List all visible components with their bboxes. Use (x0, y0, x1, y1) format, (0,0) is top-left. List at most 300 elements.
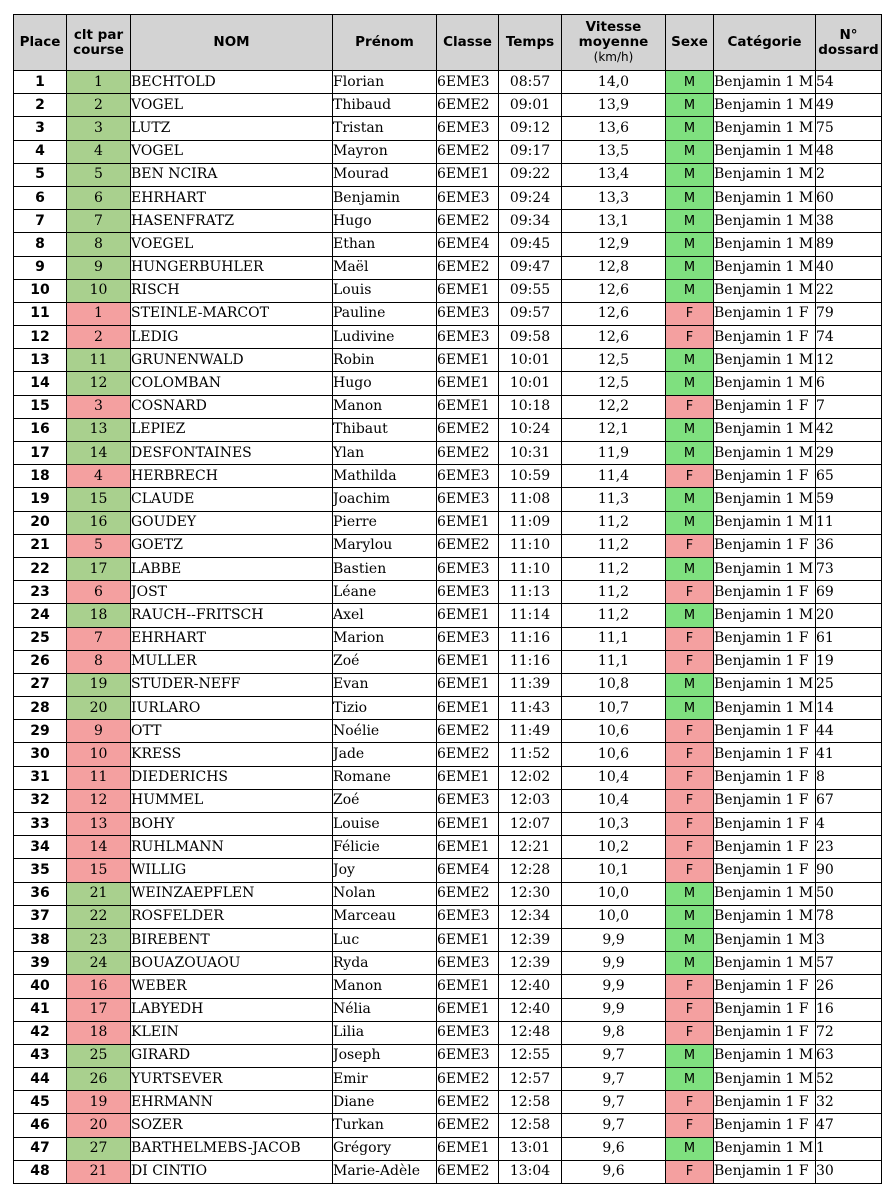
clt-cell: 7 (67, 627, 131, 650)
clt-cell: 9 (67, 720, 131, 743)
nom-cell: MULLER (131, 650, 333, 673)
table-row (14, 94, 882, 117)
categorie-cell: Benjamin 1 F (714, 627, 816, 650)
vitesse-cell: 12,6 (562, 326, 666, 349)
classe-cell: 6EME2 (437, 1114, 499, 1137)
place-cell: 1 (14, 71, 67, 94)
categorie-cell: Benjamin 1 M (714, 256, 816, 279)
table-row (14, 998, 882, 1021)
vitesse-cell: 11,3 (562, 488, 666, 511)
nom-cell: VOEGEL (131, 233, 333, 256)
dossard-cell: 16 (816, 998, 882, 1021)
prenom-cell: Romane (333, 766, 437, 789)
temps-cell: 09:24 (499, 186, 562, 209)
vitesse-cell: 11,1 (562, 650, 666, 673)
table-row (14, 534, 882, 557)
categorie-cell: Benjamin 1 F (714, 813, 816, 836)
prenom-cell: Marceau (333, 905, 437, 928)
sexe-cell: F (666, 859, 714, 882)
dossard-cell: 63 (816, 1044, 882, 1067)
header-dossard (816, 15, 882, 71)
sexe-cell: M (666, 418, 714, 441)
vitesse-cell: 11,2 (562, 604, 666, 627)
clt-cell: 7 (67, 210, 131, 233)
categorie-cell: Benjamin 1 M (714, 952, 816, 975)
clt-cell: 14 (67, 836, 131, 859)
header-dossard-line1: N° (839, 26, 858, 43)
categorie-cell: Benjamin 1 M (714, 279, 816, 302)
table-row (14, 905, 882, 928)
categorie-cell: Benjamin 1 M (714, 905, 816, 928)
clt-cell: 20 (67, 697, 131, 720)
temps-cell: 10:31 (499, 442, 562, 465)
temps-cell: 10:59 (499, 465, 562, 488)
categorie-cell: Benjamin 1 F (714, 581, 816, 604)
place-cell: 44 (14, 1068, 67, 1091)
clt-cell: 15 (67, 488, 131, 511)
vitesse-cell: 10,8 (562, 673, 666, 696)
classe-cell: 6EME1 (437, 372, 499, 395)
place-cell: 4 (14, 140, 67, 163)
place-cell: 39 (14, 952, 67, 975)
classe-cell: 6EME1 (437, 836, 499, 859)
classe-cell: 6EME1 (437, 673, 499, 696)
sexe-cell: M (666, 928, 714, 951)
classe-cell: 6EME1 (437, 279, 499, 302)
temps-cell: 12:02 (499, 766, 562, 789)
clt-cell: 23 (67, 928, 131, 951)
clt-cell: 12 (67, 789, 131, 812)
dossard-cell: 29 (816, 442, 882, 465)
clt-cell: 1 (67, 71, 131, 94)
vitesse-cell: 12,2 (562, 395, 666, 418)
vitesse-cell: 11,9 (562, 442, 666, 465)
clt-cell: 12 (67, 372, 131, 395)
table-row (14, 1021, 882, 1044)
table-row (14, 1068, 882, 1091)
sexe-cell: M (666, 882, 714, 905)
clt-cell: 5 (67, 534, 131, 557)
nom-cell: KRESS (131, 743, 333, 766)
prenom-cell: Ethan (333, 233, 437, 256)
vitesse-cell: 10,0 (562, 905, 666, 928)
temps-cell: 11:43 (499, 697, 562, 720)
sexe-cell: M (666, 557, 714, 580)
prenom-cell: Nolan (333, 882, 437, 905)
table-row (14, 1137, 882, 1160)
clt-cell: 8 (67, 233, 131, 256)
categorie-cell: Benjamin 1 F (714, 836, 816, 859)
temps-cell: 11:08 (499, 488, 562, 511)
prenom-cell: Ludivine (333, 326, 437, 349)
dossard-cell: 61 (816, 627, 882, 650)
categorie-cell: Benjamin 1 M (714, 442, 816, 465)
categorie-cell: Benjamin 1 M (714, 928, 816, 951)
clt-cell: 4 (67, 140, 131, 163)
dossard-cell: 79 (816, 302, 882, 325)
dossard-cell: 44 (816, 720, 882, 743)
table-row (14, 442, 882, 465)
classe-cell: 6EME2 (437, 210, 499, 233)
place-cell: 15 (14, 395, 67, 418)
categorie-cell: Benjamin 1 F (714, 534, 816, 557)
place-cell: 32 (14, 789, 67, 812)
classe-cell: 6EME1 (437, 975, 499, 998)
dossard-cell: 60 (816, 186, 882, 209)
classe-cell: 6EME2 (437, 720, 499, 743)
nom-cell: KLEIN (131, 1021, 333, 1044)
temps-cell: 13:04 (499, 1160, 562, 1183)
dossard-cell: 38 (816, 210, 882, 233)
clt-cell: 10 (67, 279, 131, 302)
header-clt (67, 15, 131, 71)
temps-cell: 12:07 (499, 813, 562, 836)
vitesse-cell: 12,6 (562, 302, 666, 325)
classe-cell: 6EME3 (437, 302, 499, 325)
temps-cell: 11:09 (499, 511, 562, 534)
sexe-cell: M (666, 488, 714, 511)
table-row (14, 581, 882, 604)
prenom-cell: Thibaut (333, 418, 437, 441)
table-row (14, 256, 882, 279)
dossard-cell: 22 (816, 279, 882, 302)
vitesse-cell: 9,9 (562, 928, 666, 951)
sexe-cell: M (666, 372, 714, 395)
place-cell: 11 (14, 302, 67, 325)
classe-cell: 6EME2 (437, 1068, 499, 1091)
prenom-cell: Félicie (333, 836, 437, 859)
prenom-cell: Axel (333, 604, 437, 627)
dossard-cell: 11 (816, 511, 882, 534)
table-row (14, 511, 882, 534)
place-cell: 46 (14, 1114, 67, 1137)
dossard-cell: 47 (816, 1114, 882, 1137)
prenom-cell: Mourad (333, 163, 437, 186)
dossard-cell: 1 (816, 1137, 882, 1160)
sexe-cell: M (666, 697, 714, 720)
sexe-cell: M (666, 71, 714, 94)
nom-cell: DI CINTIO (131, 1160, 333, 1183)
place-cell: 16 (14, 418, 67, 441)
vitesse-cell: 13,4 (562, 163, 666, 186)
place-cell: 5 (14, 163, 67, 186)
place-cell: 10 (14, 279, 67, 302)
table-row (14, 928, 882, 951)
classe-cell: 6EME2 (437, 256, 499, 279)
categorie-cell: Benjamin 1 F (714, 1114, 816, 1137)
temps-cell: 09:47 (499, 256, 562, 279)
header-vitesse (562, 15, 666, 71)
nom-cell: CLAUDE (131, 488, 333, 511)
nom-cell: GIRARD (131, 1044, 333, 1067)
categorie-cell: Benjamin 1 F (714, 766, 816, 789)
clt-cell: 17 (67, 557, 131, 580)
prenom-cell: Tristan (333, 117, 437, 140)
place-cell: 9 (14, 256, 67, 279)
vitesse-cell: 9,7 (562, 1091, 666, 1114)
table-row (14, 349, 882, 372)
dossard-cell: 40 (816, 256, 882, 279)
categorie-cell: Benjamin 1 F (714, 465, 816, 488)
prenom-cell: Turkan (333, 1114, 437, 1137)
prenom-cell: Robin (333, 349, 437, 372)
prenom-cell: Noélie (333, 720, 437, 743)
sexe-cell: F (666, 1160, 714, 1183)
vitesse-cell: 10,6 (562, 720, 666, 743)
classe-cell: 6EME3 (437, 905, 499, 928)
nom-cell: STEINLE-MARCOT (131, 302, 333, 325)
header-vitesse-unit: (km/h) (593, 50, 634, 64)
temps-cell: 10:01 (499, 349, 562, 372)
place-cell: 41 (14, 998, 67, 1021)
categorie-cell: Benjamin 1 M (714, 186, 816, 209)
classe-cell: 6EME2 (437, 882, 499, 905)
temps-cell: 12:58 (499, 1091, 562, 1114)
nom-cell: HERBRECH (131, 465, 333, 488)
table-row (14, 279, 882, 302)
table-row (14, 1114, 882, 1137)
header-classe: Classe (437, 15, 499, 71)
vitesse-cell: 12,5 (562, 349, 666, 372)
categorie-cell: Benjamin 1 F (714, 326, 816, 349)
categorie-cell: Benjamin 1 F (714, 1091, 816, 1114)
table-row (14, 604, 882, 627)
nom-cell: BEN NCIRA (131, 163, 333, 186)
table-row (14, 488, 882, 511)
categorie-cell: Benjamin 1 M (714, 673, 816, 696)
temps-cell: 09:17 (499, 140, 562, 163)
table-row (14, 418, 882, 441)
table-row (14, 163, 882, 186)
classe-cell: 6EME1 (437, 813, 499, 836)
dossard-cell: 4 (816, 813, 882, 836)
classe-cell: 6EME3 (437, 1021, 499, 1044)
nom-cell: COLOMBAN (131, 372, 333, 395)
clt-cell: 20 (67, 1114, 131, 1137)
categorie-cell: Benjamin 1 M (714, 604, 816, 627)
table-row (14, 813, 882, 836)
place-cell: 23 (14, 581, 67, 604)
sexe-cell: M (666, 952, 714, 975)
nom-cell: IURLARO (131, 697, 333, 720)
categorie-cell: Benjamin 1 M (714, 488, 816, 511)
nom-cell: RUHLMANN (131, 836, 333, 859)
categorie-cell: Benjamin 1 F (714, 395, 816, 418)
prenom-cell: Maël (333, 256, 437, 279)
header-row (14, 15, 882, 71)
nom-cell: WILLIG (131, 859, 333, 882)
place-cell: 48 (14, 1160, 67, 1183)
place-cell: 21 (14, 534, 67, 557)
table-row (14, 882, 882, 905)
header-vitesse-line2: moyenne (578, 34, 649, 50)
temps-cell: 09:58 (499, 326, 562, 349)
table-row (14, 743, 882, 766)
sexe-cell: M (666, 140, 714, 163)
clt-cell: 3 (67, 117, 131, 140)
sexe-cell: M (666, 186, 714, 209)
prenom-cell: Thibaud (333, 94, 437, 117)
dossard-cell: 2 (816, 163, 882, 186)
results-body (14, 71, 882, 1184)
prenom-cell: Mathilda (333, 465, 437, 488)
vitesse-cell: 10,6 (562, 743, 666, 766)
vitesse-cell: 11,1 (562, 627, 666, 650)
place-cell: 20 (14, 511, 67, 534)
prenom-cell: Joachim (333, 488, 437, 511)
nom-cell: RAUCH--FRITSCH (131, 604, 333, 627)
dossard-cell: 25 (816, 673, 882, 696)
vitesse-cell: 9,7 (562, 1044, 666, 1067)
vitesse-cell: 12,1 (562, 418, 666, 441)
sexe-cell: M (666, 163, 714, 186)
sexe-cell: F (666, 813, 714, 836)
sexe-cell: M (666, 1137, 714, 1160)
vitesse-cell: 9,9 (562, 975, 666, 998)
dossard-cell: 42 (816, 418, 882, 441)
temps-cell: 12:28 (499, 859, 562, 882)
prenom-cell: Hugo (333, 210, 437, 233)
dossard-cell: 26 (816, 975, 882, 998)
vitesse-cell: 10,4 (562, 789, 666, 812)
categorie-cell: Benjamin 1 M (714, 210, 816, 233)
table-row (14, 326, 882, 349)
nom-cell: JOST (131, 581, 333, 604)
temps-cell: 12:30 (499, 882, 562, 905)
categorie-cell: Benjamin 1 M (714, 94, 816, 117)
clt-cell: 18 (67, 604, 131, 627)
temps-cell: 11:10 (499, 557, 562, 580)
classe-cell: 6EME1 (437, 395, 499, 418)
nom-cell: OTT (131, 720, 333, 743)
clt-cell: 4 (67, 465, 131, 488)
classe-cell: 6EME1 (437, 604, 499, 627)
prenom-cell: Pierre (333, 511, 437, 534)
prenom-cell: Evan (333, 673, 437, 696)
vitesse-cell: 11,2 (562, 534, 666, 557)
dossard-cell: 48 (816, 140, 882, 163)
place-cell: 14 (14, 372, 67, 395)
categorie-cell: Benjamin 1 F (714, 302, 816, 325)
clt-cell: 16 (67, 975, 131, 998)
prenom-cell: Zoé (333, 650, 437, 673)
categorie-cell: Benjamin 1 M (714, 117, 816, 140)
prenom-cell: Florian (333, 71, 437, 94)
table-row (14, 627, 882, 650)
clt-cell: 16 (67, 511, 131, 534)
table-row (14, 117, 882, 140)
sexe-cell: F (666, 766, 714, 789)
nom-cell: LABBE (131, 557, 333, 580)
nom-cell: BECHTOLD (131, 71, 333, 94)
nom-cell: COSNARD (131, 395, 333, 418)
header-prenom: Prénom (333, 15, 437, 71)
sexe-cell: F (666, 395, 714, 418)
classe-cell: 6EME2 (437, 1160, 499, 1183)
table-row (14, 697, 882, 720)
table-row (14, 210, 882, 233)
place-cell: 26 (14, 650, 67, 673)
prenom-cell: Bastien (333, 557, 437, 580)
dossard-cell: 57 (816, 952, 882, 975)
clt-cell: 14 (67, 442, 131, 465)
header-clt-line1: clt par (73, 26, 124, 43)
prenom-cell: Benjamin (333, 186, 437, 209)
place-cell: 19 (14, 488, 67, 511)
nom-cell: YURTSEVER (131, 1068, 333, 1091)
sexe-cell: M (666, 1044, 714, 1067)
temps-cell: 10:01 (499, 372, 562, 395)
categorie-cell: Benjamin 1 F (714, 998, 816, 1021)
sexe-cell: M (666, 117, 714, 140)
sexe-cell: M (666, 442, 714, 465)
temps-cell: 09:45 (499, 233, 562, 256)
results-table (13, 14, 882, 1184)
nom-cell: BOHY (131, 813, 333, 836)
sexe-cell: M (666, 233, 714, 256)
table-row (14, 673, 882, 696)
temps-cell: 11:10 (499, 534, 562, 557)
prenom-cell: Luc (333, 928, 437, 951)
place-cell: 25 (14, 627, 67, 650)
prenom-cell: Louise (333, 813, 437, 836)
vitesse-cell: 9,7 (562, 1068, 666, 1091)
classe-cell: 6EME1 (437, 349, 499, 372)
categorie-cell: Benjamin 1 F (714, 859, 816, 882)
sexe-cell: M (666, 94, 714, 117)
categorie-cell: Benjamin 1 F (714, 720, 816, 743)
table-row (14, 975, 882, 998)
dossard-cell: 72 (816, 1021, 882, 1044)
sexe-cell: M (666, 511, 714, 534)
clt-cell: 21 (67, 882, 131, 905)
prenom-cell: Tizio (333, 697, 437, 720)
place-cell: 8 (14, 233, 67, 256)
prenom-cell: Diane (333, 1091, 437, 1114)
dossard-cell: 36 (816, 534, 882, 557)
vitesse-cell: 12,8 (562, 256, 666, 279)
temps-cell: 09:34 (499, 210, 562, 233)
temps-cell: 11:16 (499, 650, 562, 673)
header-clt-line2: course (73, 41, 124, 58)
temps-cell: 12:40 (499, 975, 562, 998)
classe-cell: 6EME3 (437, 117, 499, 140)
sexe-cell: M (666, 256, 714, 279)
vitesse-cell: 12,9 (562, 233, 666, 256)
sexe-cell: F (666, 1091, 714, 1114)
prenom-cell: Marylou (333, 534, 437, 557)
nom-cell: DIEDERICHS (131, 766, 333, 789)
vitesse-cell: 13,9 (562, 94, 666, 117)
prenom-cell: Léane (333, 581, 437, 604)
vitesse-cell: 11,4 (562, 465, 666, 488)
prenom-cell: Ylan (333, 442, 437, 465)
place-cell: 40 (14, 975, 67, 998)
sexe-cell: F (666, 720, 714, 743)
temps-cell: 13:01 (499, 1137, 562, 1160)
sexe-cell: F (666, 1114, 714, 1137)
clt-cell: 15 (67, 859, 131, 882)
vitesse-cell: 13,6 (562, 117, 666, 140)
temps-cell: 09:12 (499, 117, 562, 140)
table-row (14, 952, 882, 975)
table-row (14, 140, 882, 163)
table-row (14, 1160, 882, 1183)
categorie-cell: Benjamin 1 M (714, 1137, 816, 1160)
vitesse-cell: 13,1 (562, 210, 666, 233)
classe-cell: 6EME4 (437, 233, 499, 256)
place-cell: 17 (14, 442, 67, 465)
